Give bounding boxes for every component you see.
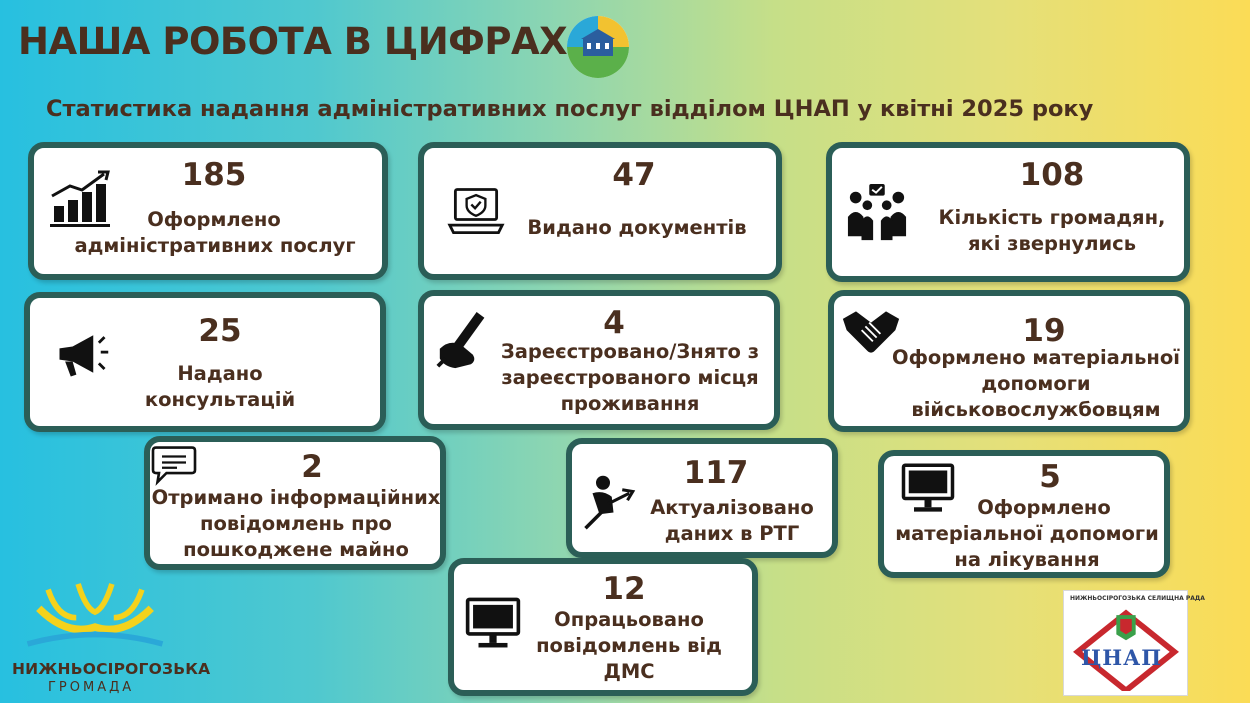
- stat-label-line: зареєстрованого місця: [501, 366, 759, 389]
- stat-label-line: повідомлень про: [200, 512, 392, 535]
- stat-card-consultations: [24, 292, 386, 432]
- monitor-icon: [462, 594, 524, 652]
- stat-label-line: адміністративних послуг: [74, 234, 356, 257]
- stat-label-line: Зареєстровано/Знято з: [500, 340, 760, 363]
- stat-label-line: Видано документів: [527, 216, 747, 239]
- laptop-shield-icon: [446, 182, 506, 242]
- stat-label-line: Отримано інформаційних: [151, 486, 441, 509]
- stat-label-line: ДМС: [603, 660, 655, 683]
- stat-label-line: матеріальної допомоги: [895, 522, 1159, 545]
- hand-pen-icon: [434, 310, 496, 372]
- cnap-logo-text: ЦНАП: [1081, 645, 1163, 670]
- page-title: НАША РОБОТА В ЦИФРАХ: [18, 20, 568, 63]
- stat-value: 117: [683, 455, 749, 491]
- stat-value: 4: [603, 305, 625, 341]
- stat-value: 47: [612, 157, 656, 193]
- stat-card-rtg-data: [566, 438, 838, 558]
- stat-card-dms-messages: [448, 558, 758, 696]
- stat-label-line: Опрацьовано: [554, 608, 704, 631]
- stat-label-line: допомоги: [981, 372, 1091, 395]
- stat-label-line: на лікування: [954, 548, 1100, 571]
- stat-label-line: Надано: [177, 362, 263, 385]
- cnap-logo-header: НИЖНЬОСІРОГОЗЬКА СЕЛИЩНА РАДА: [1070, 595, 1205, 602]
- stat-label-line: які звернулись: [967, 232, 1137, 255]
- stat-value: 108: [1019, 157, 1085, 193]
- stat-label-line: повідомлень від: [536, 634, 722, 657]
- community-name: НИЖНЬОСІРОГОЗЬКА: [12, 660, 211, 678]
- stat-card-registration: [418, 290, 780, 430]
- stat-value: 185: [181, 157, 247, 193]
- cnap-logo: [1063, 590, 1205, 696]
- stat-card-medical-aid: [878, 450, 1170, 578]
- stat-value: 19: [1022, 313, 1066, 349]
- stat-value: 12: [602, 571, 646, 607]
- stat-value: 5: [1039, 459, 1061, 495]
- stat-label-line: даних в РТГ: [664, 522, 800, 545]
- page-subtitle: Статистика надання адміністративних послуг відділом ЦНАП у квітні 2025 року: [46, 96, 1094, 122]
- stat-value: 2: [301, 449, 323, 485]
- stat-label-line: Оформлено матеріальної: [892, 346, 1180, 369]
- stat-label-line: Оформлено: [977, 496, 1111, 519]
- stat-card-citizens: [826, 142, 1190, 282]
- megaphone-icon: [52, 324, 112, 384]
- community-subtitle: ГРОМАДА: [48, 680, 135, 695]
- stat-card-documents: [418, 142, 782, 280]
- stat-card-military-aid: [828, 290, 1190, 432]
- stat-card-damaged-property: [144, 436, 446, 570]
- people-group-icon: [846, 182, 908, 244]
- emblem-logo-icon: [563, 14, 633, 80]
- stat-label-line: Кількість громадян,: [938, 206, 1166, 229]
- community-emblem-icon: [20, 570, 170, 656]
- chat-bubble-icon: [150, 440, 198, 488]
- person-arrow-icon: [582, 472, 638, 532]
- stat-label-line: проживання: [560, 392, 700, 415]
- stat-label-line: пошкоджене майно: [183, 538, 409, 561]
- stat-label-line: консультацій: [144, 388, 296, 411]
- stat-label-line: військовослужбовцям: [911, 398, 1161, 421]
- stat-label-line: Актуалізовано: [650, 496, 814, 519]
- stat-label-line: Оформлено: [147, 208, 281, 231]
- stat-card-services: [28, 142, 388, 280]
- stat-value: 25: [198, 313, 242, 349]
